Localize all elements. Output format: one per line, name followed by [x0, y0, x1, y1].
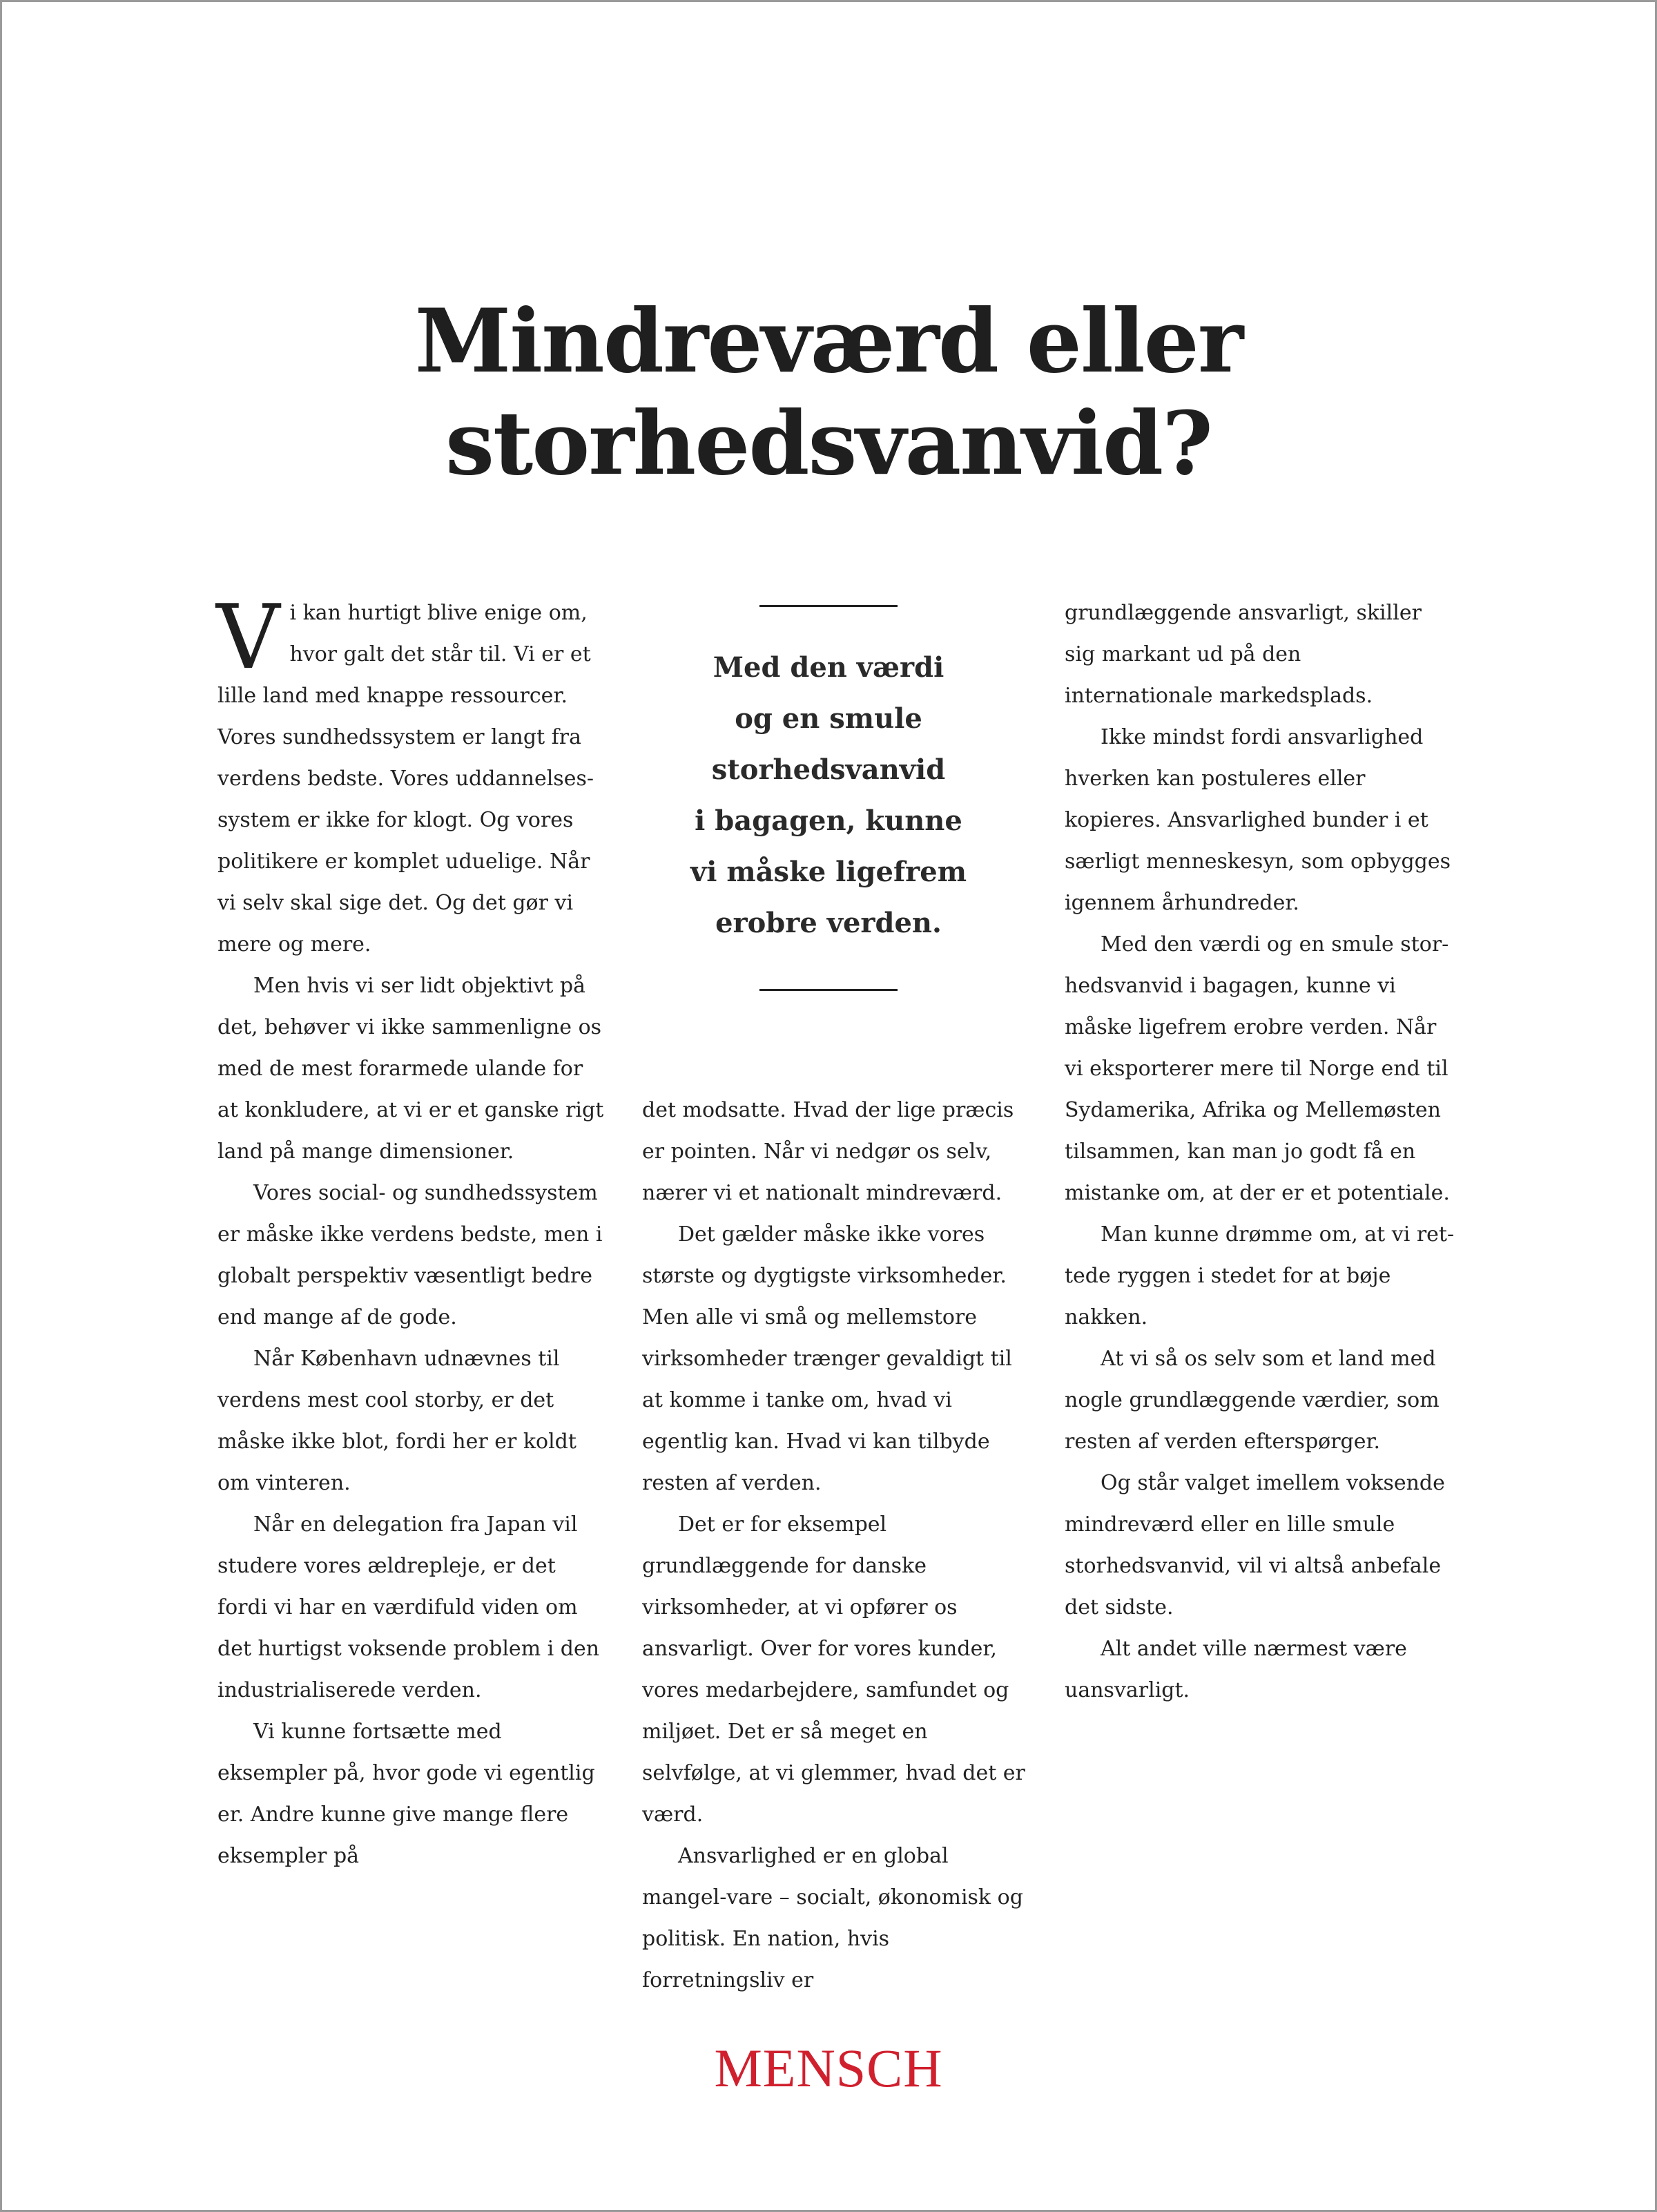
pullquote-line: Med den værdi [713, 651, 944, 684]
body-column-right [1065, 593, 1455, 1711]
paragraph: Men hvis vi ser lidt objektivt på det, behøver vi ikke sammenligne os med de mest forarmede ulande for at konkludere, at vi er et ganske rigt land på mange dimensioner. [217, 974, 604, 1164]
paragraph: Vores social- og sundhedssystem er måske ikke verdens bedste, men i globalt perspektiv væsentligt bedre end mange af de gode. [217, 1181, 603, 1329]
paragraph: Og står valget imellem voksende mindreværd eller en lille smule storhedsvanvid, vil vi altså anbefale det sidste. [1065, 1471, 1445, 1619]
paragraph: Vi kunne fortsætte med eksempler på, hvor gode vi egentlig er. Andre kunne give mange flere eksempler på [217, 1720, 595, 1868]
paragraph: Alt andet ville nærmest være uansvarligt. [1065, 1637, 1407, 1702]
paragraph: Med den værdi og en smule stor-hedsvanvid i bagagen, kunne vi måske ligefrem erobre verden. Når vi eksporterer mere til Norge end til Sydamerika, Afrika og Mellemøsten tilsammen, kan man jo godt få en mistanke om, at der er et potentiale. [1065, 932, 1450, 1205]
paragraph: Ansvarlighed er en global mangel-vare – socialt, økonomisk og politisk. En nation, hvis forretningsliv er [642, 1844, 1023, 1992]
paragraph: Det er for eksempel grundlæggende for danske virksomheder, at vi opfører os ansvarligt. Over for vores kunder, vores medarbejdere, samfundet og miljøet. Det er så meget en selvfølge, at vi glemmer, hvad det er værd. [642, 1512, 1025, 1827]
paragraph [216, 586, 608, 965]
brand-logo: MENSCH [714, 2038, 943, 2098]
paragraph: Når København udnævnes til verdens mest cool storby, er det måske ikke blot, fordi her er koldt om vinteren. [217, 1347, 576, 1495]
paragraph-text: i kan hurtigt blive enige om, hvor galt det står til. Vi er et lille land med knappe ressourcer. Vores sundhedssystem er langt fra verdens bedste. Vores uddannelses-system er ikke for klogt. Og vores politikere er komplet uduelige. Når vi selv skal sige det. Og det gør vi mere og mere. [217, 601, 594, 956]
body-column-middle [642, 1090, 1032, 2001]
headline [0, 290, 1657, 494]
pullquote [642, 642, 1015, 949]
drop-cap: V [216, 586, 280, 689]
body-column-left [216, 586, 608, 1877]
headline-line-1: Mindreværd eller [414, 290, 1243, 392]
pullquote-line: storhedsvanvid [711, 753, 946, 786]
paragraph: At vi så os selv som et land med nogle grundlæggende værdier, som resten af verden efterspørger. [1065, 1347, 1440, 1454]
pullquote-rule-top [759, 605, 898, 607]
paragraph: det modsatte. Hvad der lige præcis er pointen. Når vi nedgør os selv, nærer vi et nationalt mindreværd. [642, 1098, 1014, 1205]
paragraph: Man kunne drømme om, at vi ret-tede ryggen i stedet for at bøje nakken. [1065, 1222, 1455, 1329]
paragraph: Ikke mindst fordi ansvarlighed hverken kan postuleres eller kopieres. Ansvarlighed bunder i et særligt menneskesyn, som opbygges igennem århundreder. [1065, 725, 1451, 915]
pullquote-line: i bagagen, kunne [695, 805, 962, 837]
pullquote-line: vi måske ligefrem [690, 856, 967, 888]
paragraph: grundlæggende ansvarligt, skiller sig markant ud på den internationale markedsplads. [1065, 601, 1422, 708]
pullquote-line: og en smule [735, 702, 922, 735]
paragraph: Det gælder måske ikke vores største og dygtigste virksomheder. Men alle vi små og mellemstore virksomheder trænger gevaldigt til at komme i tanke om, hvad vi egentlig kan. Hvad vi kan tilbyde resten af verden. [642, 1222, 1012, 1495]
headline-line-2: storhedsvanvid? [445, 392, 1212, 494]
pullquote-line: erobre verden. [715, 907, 942, 939]
pullquote-rule-bottom [759, 989, 898, 991]
paragraph: Når en delegation fra Japan vil studere vores ældrepleje, er det fordi vi har en værdifuld viden om det hurtigst voksende problem i den industrialiserede verden. [217, 1512, 600, 1702]
